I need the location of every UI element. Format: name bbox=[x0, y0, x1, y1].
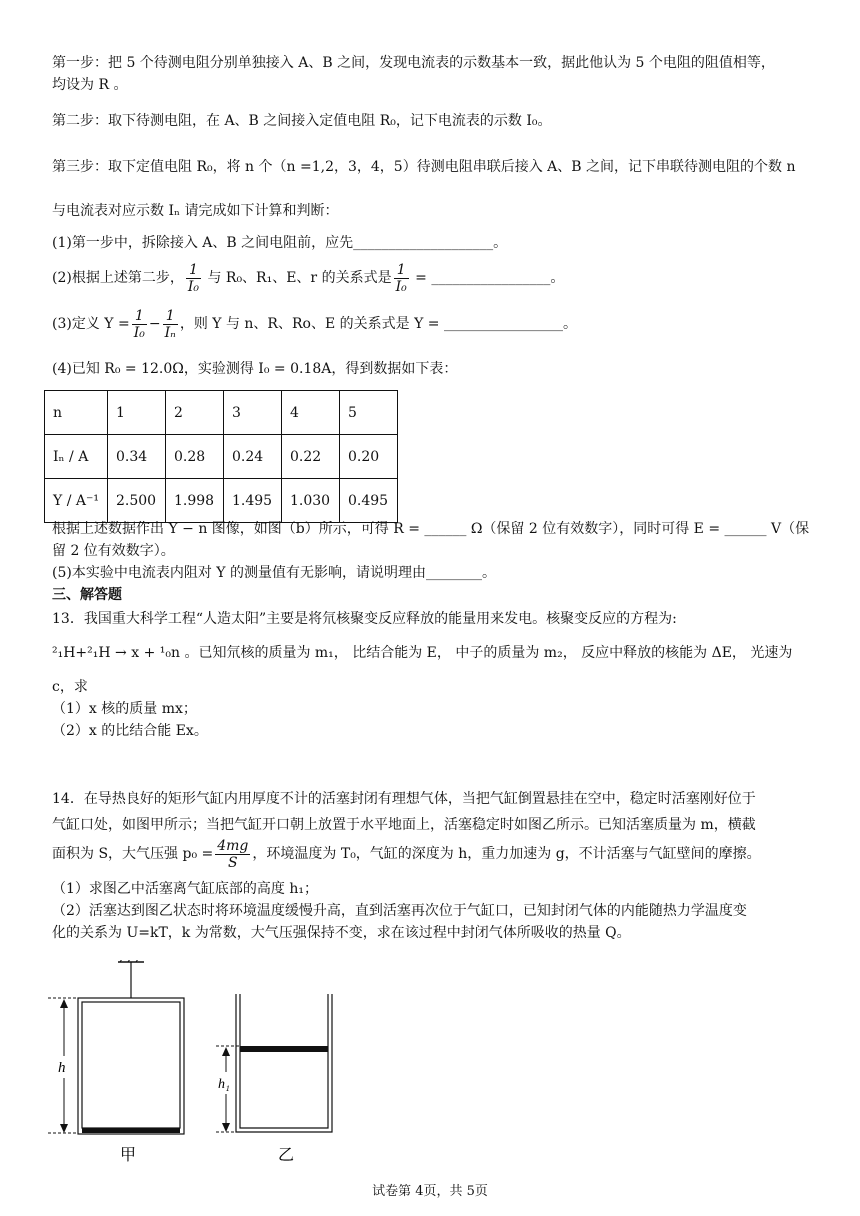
question-5: (5)本实验中电流表内阻对 Y 的测量值有无影响，请说明理由________。 bbox=[52, 565, 496, 581]
arrow-head bbox=[222, 1123, 230, 1132]
q14-sub2-line1: （2）活塞达到图乙状态时将环境温度缓慢升高，直到活塞再次位于气缸口，已知封闭气体的内能随热力学温度变 bbox=[52, 903, 747, 919]
q14-sub1: （1）求图乙中活塞离气缸底部的高度 h₁； bbox=[52, 881, 318, 897]
table-row bbox=[45, 435, 398, 479]
table-row bbox=[45, 479, 398, 523]
piston-yi bbox=[240, 1046, 328, 1052]
figure-yi bbox=[216, 994, 332, 1164]
frac-den: S bbox=[228, 854, 238, 871]
fraction-1-over-In bbox=[163, 308, 178, 341]
table-cell: 0.24 bbox=[224, 435, 282, 479]
table-cell: 1.495 bbox=[224, 479, 282, 523]
data-table bbox=[44, 390, 398, 523]
minus-sign: − bbox=[148, 316, 161, 332]
table-cell: 1.030 bbox=[282, 479, 340, 523]
q13-line1: 13．我国重大科学工程“人造太阳”主要是将氘核聚变反应释放的能量用来发电。核聚变反应的方程为: bbox=[52, 611, 677, 627]
table-cell: 0.34 bbox=[108, 435, 166, 479]
q3-suffix: ，则 Y 与 n、R、Ro、E 的关系式是 Y = _________________。 bbox=[179, 316, 577, 332]
table-cell: 0.22 bbox=[282, 435, 340, 479]
q4-after-line2: 留 2 位有效数字）。 bbox=[52, 543, 175, 559]
q13-sub1: （1）x 核的质量 mx； bbox=[52, 701, 197, 717]
piston-jia bbox=[82, 1128, 180, 1133]
q13-sub2: （2）x 的比结合能 Ex。 bbox=[52, 723, 208, 739]
frac-num: 1 bbox=[132, 308, 147, 325]
frac-num: 1 bbox=[394, 262, 409, 279]
table-cell: 2 bbox=[166, 391, 224, 435]
table-cell: 0.28 bbox=[166, 435, 224, 479]
fraction-4mg-over-S bbox=[215, 838, 250, 871]
cylinder-figure bbox=[40, 960, 360, 1170]
step1-line2: 均设为 R 。 bbox=[52, 77, 128, 93]
caption-yi: 乙 bbox=[278, 1145, 295, 1164]
cylinder-outer bbox=[78, 998, 184, 1134]
page-footer: 试卷第 4页，共 5页 bbox=[372, 1184, 488, 1199]
table-cell: 4 bbox=[282, 391, 340, 435]
table-cell: 0.20 bbox=[340, 435, 398, 479]
frac-den: Iₙ bbox=[164, 324, 176, 341]
table-cell: Iₙ / A bbox=[45, 435, 108, 479]
q2-prefix: (2)根据上述第二步， bbox=[52, 270, 184, 286]
frac-num: 4mg bbox=[217, 837, 249, 854]
table-cell: 5 bbox=[340, 391, 398, 435]
cylinder-outer bbox=[236, 994, 332, 1132]
q14-line3-prefix: 面积为 S，大气压强 p₀ = bbox=[52, 846, 214, 862]
q3-prefix: (3)定义 Y = bbox=[52, 316, 130, 332]
q2-suffix: = _________________。 bbox=[410, 270, 565, 286]
cylinder-inner bbox=[82, 1002, 180, 1128]
table-cell: 3 bbox=[224, 391, 282, 435]
figure-jia bbox=[48, 960, 184, 1164]
q14-line1: 14．在导热良好的矩形气缸内用厚度不计的活塞封闭有理想气体，当把气缸倒置悬挂在空中，稳定时活塞刚好位于 bbox=[52, 791, 756, 807]
step3-line1: 第三步：取下定值电阻 R₀，将 n 个（n =1,2，3，4，5）待测电阻串联后接入 A、B 之间，记下串联待测电阻的个数 n bbox=[52, 159, 796, 175]
label-h1: h₁ bbox=[218, 1077, 230, 1092]
table-cell: 1.998 bbox=[166, 479, 224, 523]
frac-den: I₀ bbox=[395, 278, 407, 295]
fraction-1-over-I0-c bbox=[132, 308, 147, 341]
label-h: h bbox=[58, 1060, 66, 1076]
question-2 bbox=[52, 260, 808, 296]
question-3 bbox=[52, 306, 808, 342]
q14-line3-suffix: ，环境温度为 T₀，气缸的深度为 h，重力加速为 g，不计活塞与气缸壁间的摩擦。 bbox=[252, 846, 761, 862]
q14-sub2-line2: 化的关系为 U=kT，k 为常数，大气压强保持不变，求在该过程中封闭气体所吸收的热量 Q。 bbox=[52, 925, 631, 941]
table-cell: 0.495 bbox=[340, 479, 398, 523]
arrow-head bbox=[60, 1124, 68, 1133]
q14-line3 bbox=[52, 834, 808, 874]
table-header-row bbox=[45, 391, 398, 435]
arrow-head bbox=[222, 1047, 230, 1056]
cylinder-inner bbox=[240, 994, 328, 1128]
arrow-head bbox=[60, 999, 68, 1008]
step1-line1: 第一步：把 5 个待测电阻分别单独接入 A、B 之间，发现电流表的示数基本一致，据此他认为 5 个电阻的阻值相等， bbox=[52, 55, 775, 71]
q14-line2: 气缸口处，如图甲所示；当把气缸开口朝上放置于水平地面上，活塞稳定时如图乙所示。已知活塞质量为 m，横截 bbox=[52, 817, 756, 833]
q13-line3: c，求 bbox=[52, 679, 88, 695]
q4-after-line1: 根据上述数据作出 Y − n 图像，如图（b）所示，可得 R = ______ Ω（保留 2 位有效数字），同时可得 E = ______ V（保 bbox=[52, 521, 810, 537]
step3-line2: 与电流表对应示数 Iₙ 请完成如下计算和判断： bbox=[52, 203, 339, 219]
step2: 第二步：取下待测电阻，在 A、B 之间接入定值电阻 R₀，记下电流表的示数 I₀。 bbox=[52, 113, 552, 129]
q2-middle: 与 R₀、R₁、E、r 的关系式是 bbox=[203, 270, 392, 286]
fraction-1-over-I0 bbox=[186, 262, 201, 295]
caption-jia: 甲 bbox=[120, 1145, 137, 1164]
question-4: (4)已知 R₀ = 12.0Ω，实验测得 I₀ = 0.18A，得到数据如下表： bbox=[52, 361, 458, 377]
frac-num: 1 bbox=[186, 262, 201, 279]
fraction-1-over-I0-b bbox=[394, 262, 409, 295]
table-cell: n bbox=[45, 391, 108, 435]
table-cell: Y / A⁻¹ bbox=[45, 479, 108, 523]
table-cell: 2.500 bbox=[108, 479, 166, 523]
frac-num: 1 bbox=[163, 308, 178, 325]
table-cell: 1 bbox=[108, 391, 166, 435]
frac-den: I₀ bbox=[133, 324, 145, 341]
question-1: (1)第一步中，拆除接入 A、B 之间电阻前，应先____________________。 bbox=[52, 235, 508, 251]
section-heading: 三、解答题 bbox=[52, 587, 122, 603]
frac-den: I₀ bbox=[187, 278, 199, 295]
q13-line2: ²₁H+²₁H → x + ¹₀n 。已知氘核的质量为 m₁， 比结合能为 E， 中子的质量为 m₂， 反应中释放的核能为 ΔE， 光速为 bbox=[52, 645, 793, 661]
